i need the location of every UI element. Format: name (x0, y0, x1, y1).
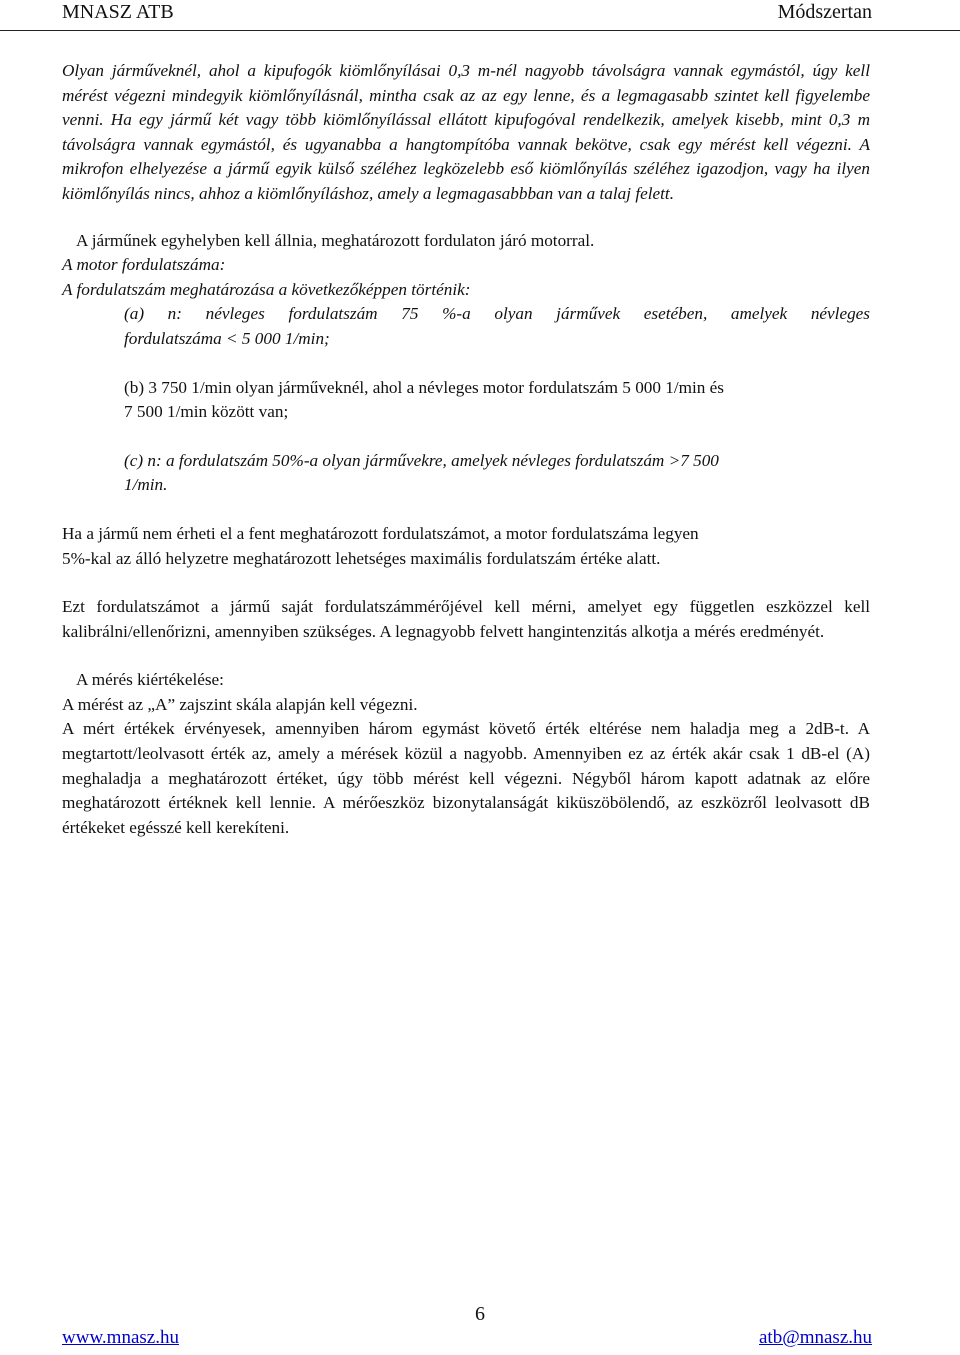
website-link[interactable]: www.mnasz.hu (62, 1327, 179, 1348)
email-link[interactable]: atb@mnasz.hu (759, 1327, 872, 1348)
list-item-a: (a) n: névleges fordulatszám 75 %-a olyan járművek esetében, amelyek névleges fordulatszáma < 5 000 1/min; (124, 304, 870, 348)
list-item-b: (b) 3 750 1/min olyan járműveknél, ahol a névleges motor fordulatszám 5 000 1/min és 7 500 1/min között van; (124, 377, 724, 422)
page-number: 6 (475, 1303, 485, 1325)
engine-speed-heading: A motor fordulatszáma: (62, 255, 226, 275)
validity-paragraph: A mért értékek érvényesek, amennyiben három egymást követő érték eltérése nem haladja meg a 2dB-t. A megtartott/leolvasott érték az, amely a mérések közül a nagyobb. Amennyiben ez az érték akár csak 1 dB-el (A) meghaladja a meghatározott értéket, úgy több mérést kell végezni. Négyből három kapott adatnak az előre meghatározott értéknek kell lennie. A mérőeszköz bizonytalanságát kiküszöbölendő, az eszközről leolvasott dB értékeket egésszé kell kerekíteni. (62, 719, 870, 837)
exhaust-paragraph: Olyan járműveknél, ahol a kipufogók kiömlőnyílásai 0,3 m-nél nagyobb távolságra vannak egymástól, úgy kell mérést végezni mindegyik kiömlőnyílásnál, mintha csak az az egy lenne, és a legmagasabb szintet kell figyelembe venni. Ha egy jármű két vagy több kiömlőnyílással ellátott kipufogóval rendelkezik, amelyek kisebb, mint 0,3 m távolságra vannak egymástól, és ugyanabba a hangtompítóba vannak bekötve, csak egy mérést kell végezni. A mikrofon elhelyezése a jármű egyik külső széléhez legközelebb eső kiömlőnyílás széléhez igazodjon, vagy ha ilyen kiömlőnyílás nincs, ahhoz a kiömlőnyíláshoz, amely a legmagasabbban van a talaj felett. (62, 61, 870, 203)
header-org: MNASZ ATB (62, 1, 174, 23)
fallback-speed-paragraph: Ha a jármű nem érheti el a fent meghatározott fordulatszámot, a motor fordulatszáma legyen 5%-kal az álló helyzetre meghatározott lehetséges maximális fordulatszám értéke alatt. (62, 523, 699, 568)
page-header (0, 0, 960, 24)
a-weighting-paragraph: A mérést az „A” zajszint skála alapján kell végezni. (62, 694, 418, 714)
evaluation-heading: A mérés kiértékelése: (76, 670, 224, 690)
header-rule (0, 30, 960, 31)
engine-speed-intro: A fordulatszám meghatározása a következőképpen történik: (62, 279, 471, 299)
tachometer-paragraph: Ezt fordulatszámot a jármű saját fordulatszámmérőjével kell mérni, amelyet egy független eszközzel kell kalibrálni/ellenőrizni, amennyiben szükséges. A legnagyobb felvett hangintenzitás alkotja a mérés eredményét. (62, 597, 870, 641)
document-body (62, 59, 870, 840)
list-item-c: (c) n: a fordulatszám 50%-a olyan járművekre, amelyek névleges fordulatszám >7 500 1/min. (124, 450, 719, 495)
engine-state-paragraph: A járműnek egyhelyben kell állnia, meghatározott fordulaton járó motorral. (76, 230, 595, 250)
header-section: Módszertan (777, 1, 872, 23)
